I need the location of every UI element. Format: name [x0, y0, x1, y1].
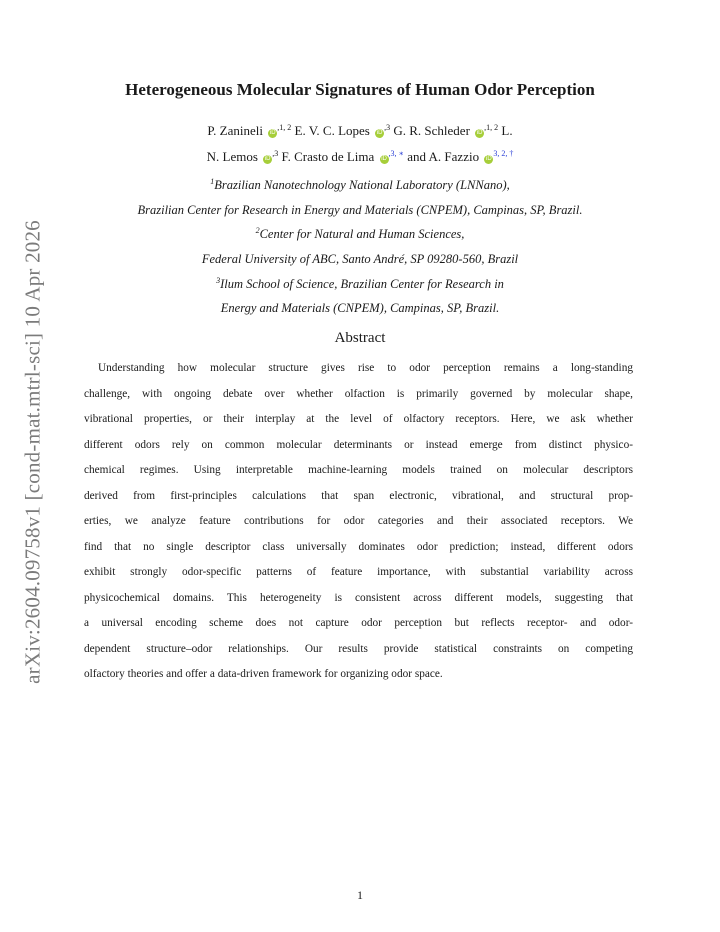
author-fazzio: A. Fazzio: [428, 149, 480, 164]
affiliation-text: Energy and Materials (CNPEM), Campinas, SP, Brazil.: [220, 301, 500, 315]
abstract-line: challenge, with ongoing debate over whether olfaction is primarily governed by molecular shape,: [84, 387, 633, 400]
affiliation-sup: 3: [216, 276, 221, 285]
affiliation-sup: 1: [210, 177, 215, 186]
author-line-1: [0, 123, 720, 139]
affiliation-line: [0, 227, 720, 242]
author-sup: ,1, 2: [484, 123, 499, 132]
affiliation-line: [0, 252, 720, 267]
abstract-line: Understanding how molecular structure gives rise to odor perception remains a long-standing: [98, 362, 633, 374]
orcid-icon[interactable]: iD: [376, 130, 383, 136]
author-lemos-initial: L.: [501, 123, 513, 138]
author-lopes: E. V. C. Lopes: [294, 123, 370, 138]
orcid-icon[interactable]: iD: [381, 156, 387, 162]
abstract-line: exhibit strongly odor-specific patterns of feature importance, with substantial variability across: [84, 566, 633, 578]
abstract-line: derived from first-principles calculations that span electronic, vibrational, and structural prop-: [84, 489, 633, 502]
author-line-2: [0, 149, 720, 165]
author-schleder: G. R. Schleder: [393, 123, 470, 138]
abstract-line: vibrational properties, or their interplay at the level of olfactory receptors. Here, we ask whether: [84, 413, 633, 425]
affiliation-line: [0, 277, 720, 292]
affiliation-line: [0, 178, 720, 193]
author-sup-link[interactable]: 3, 2, †: [493, 149, 514, 158]
abstract-line: a universal encoding scheme does not capture odor perception but reflects receptor- and odor-: [84, 617, 633, 629]
orcid-icon[interactable]: iD: [264, 156, 271, 162]
author-zanineli: P. Zanineli: [207, 123, 263, 138]
abstract-line: olfactory theories and offer a data-driven framework for organizing odor space.: [84, 668, 443, 680]
abstract-line: dependent structure–odor relationships. Our results provide statistical constraints on competing: [84, 642, 633, 655]
affiliation-sup: 2: [255, 226, 260, 235]
abstract-heading: Abstract: [334, 330, 386, 346]
affiliation-line: [0, 203, 720, 218]
paper-title: Heterogeneous Molecular Signatures of Human Odor Perception: [125, 80, 595, 99]
author-crasto-de-lima: F. Crasto de Lima: [281, 149, 375, 164]
author-sup: ,1, 2: [277, 123, 292, 132]
affiliation-text: Center for Natural and Human Sciences,: [259, 227, 465, 241]
abstract-line: chemical regimes. Using interpretable machine-learning models trained on molecular descriptors: [84, 464, 633, 476]
affiliation-text: Brazilian Center for Research in Energy and Materials (CNPEM), Campinas, SP, Brazil.: [137, 203, 583, 217]
affiliation-text: Brazilian Nanotechnology National Laboratory (LNNano),: [214, 178, 510, 192]
affiliation-text: Ilum School of Science, Brazilian Center for Research in: [220, 277, 504, 291]
page-number: 1: [357, 888, 363, 902]
author-sup: ,3: [384, 123, 391, 132]
orcid-icon[interactable]: iD: [476, 130, 483, 136]
and-word: and: [407, 149, 426, 164]
abstract-line: different odors rely on common molecular determinants or instead emerge from distinct physico-: [84, 438, 633, 451]
author-lemos: N. Lemos: [206, 149, 258, 164]
author-sup: ,3: [272, 149, 279, 158]
abstract-body: [84, 356, 633, 688]
affiliation-text: Federal University of ABC, Santo André, SP 09280-560, Brazil: [201, 252, 519, 266]
abstract-line: erties, we analyze feature contributions for odor categories and their associated receptors. We: [84, 515, 633, 527]
orcid-icon[interactable]: iD: [486, 156, 492, 162]
abstract-line: find that no single descriptor class universally dominates odor prediction; instead, different odors: [84, 540, 633, 553]
abstract-line: physicochemical domains. This heterogeneity is consistent across different models, suggesting that: [84, 591, 633, 604]
author-sup-link[interactable]: ,3, ∗: [388, 149, 404, 158]
orcid-icon[interactable]: iD: [269, 130, 276, 136]
affiliation-line: [0, 301, 720, 316]
arxiv-identifier: arXiv:2604.09758v1 [cond-mat.mtrl-sci] 10 Apr 2026: [20, 220, 45, 684]
